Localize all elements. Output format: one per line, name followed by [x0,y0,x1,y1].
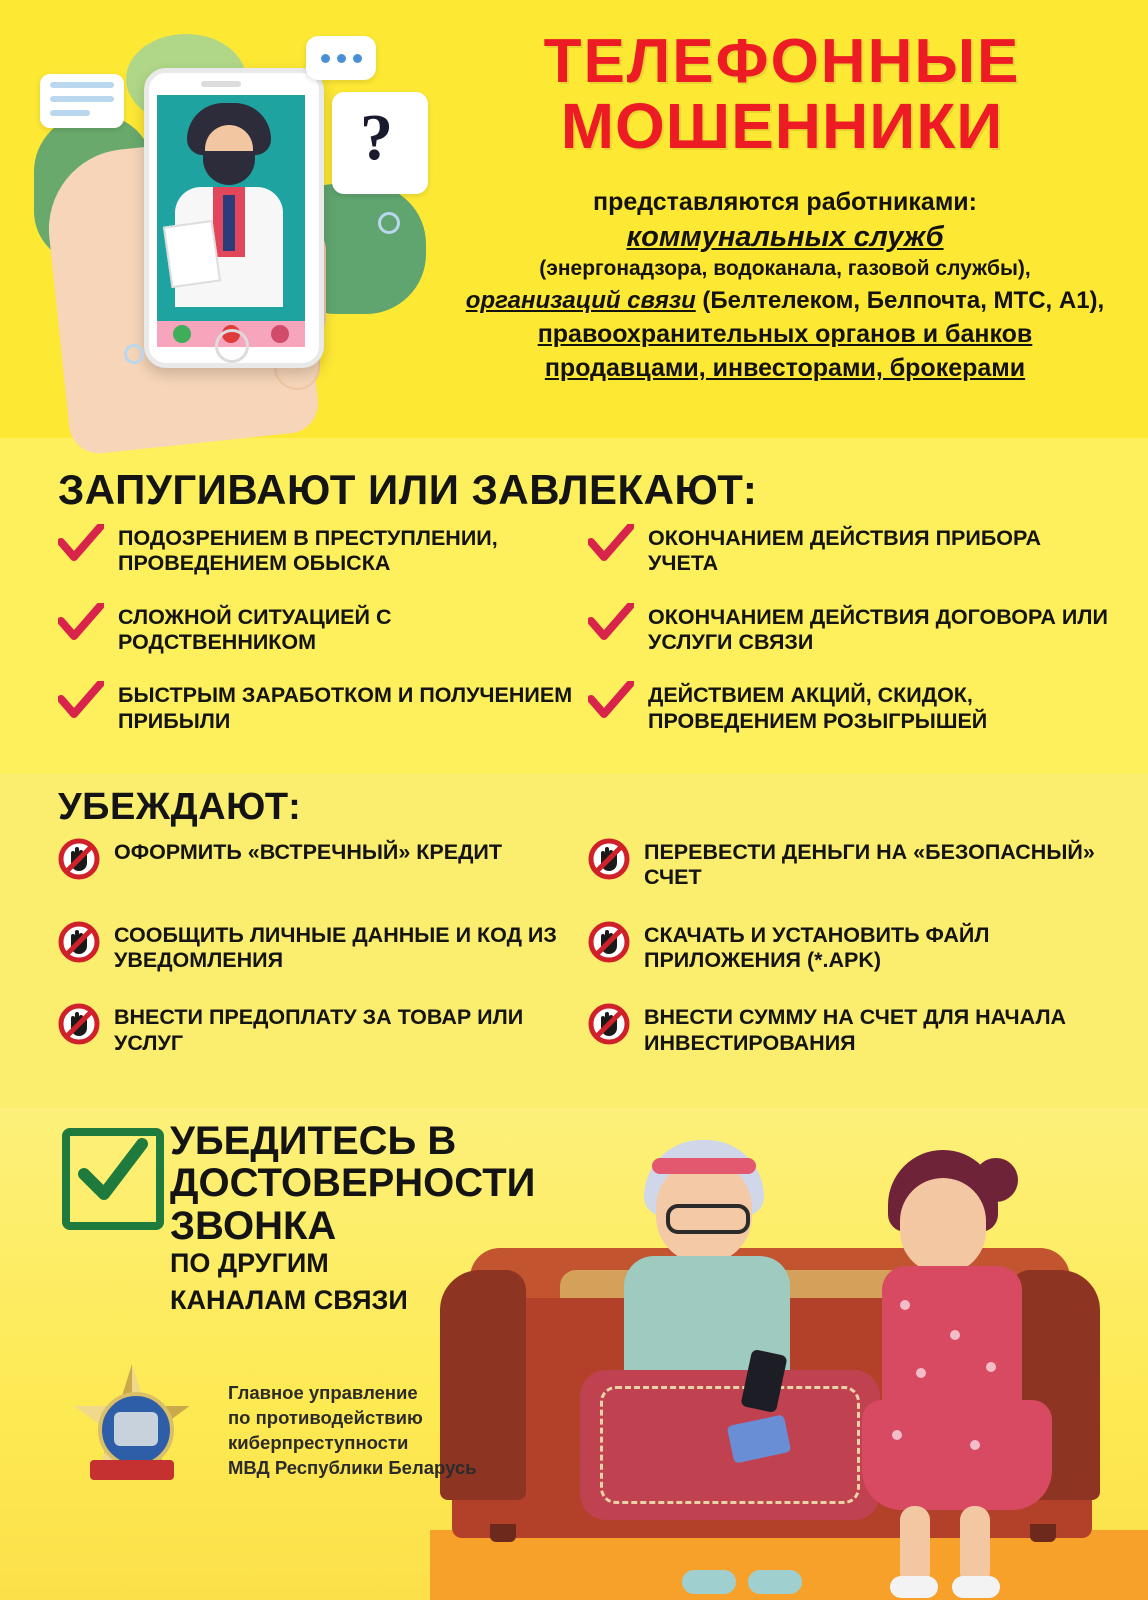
list-item [588,1003,1108,1056]
emblem-disc [98,1392,174,1468]
girl-dress-top [882,1266,1022,1416]
no-hand-prohibition-icon [588,838,630,880]
list-item-label: СЛОЖНОЙ СИТУАЦИЕЙ С РОДСТВЕННИКОМ [118,604,392,655]
dress-pattern-dot [986,1362,996,1372]
question-bubble-icon: ? [332,92,428,194]
check-icon [58,681,104,721]
title-line-1: ТЕЛЕФОННЫЕ [543,27,1021,96]
check-icon [58,524,104,564]
girl-hair-bun [974,1158,1018,1202]
intro-line-4-rest: (Белтелеком, Белпочта, МТС, А1), [695,287,1105,314]
dress-pattern-dot [892,1430,902,1440]
no-hand-prohibition-icon [58,921,100,963]
list-item-label: БЫСТРЫМ ЗАРАБОТКОМ И ПОЛУЧЕНИЕМ ПРИБЫЛИ [118,683,573,733]
decorative-ring [378,212,400,234]
intro-line-4-underlined: организаций связи [465,287,696,314]
dress-pattern-dot [970,1440,980,1450]
verify-title: УБЕДИТЕСЬ В ДОСТОВЕРНОСТИ ЗВОНКА [170,1119,536,1248]
intro-line-3: (энергонадзора, водоканала, газовой службы), [539,257,1031,280]
list-item-label: ПОДОЗРЕНИЕМ В ПРЕСТУПЛЕНИИ, ПРОВЕДЕНИЕМ ОБЫСКА [118,526,498,576]
list-item [588,524,1108,577]
list-item [58,681,578,734]
list-item-label: ВНЕСТИ СУММУ НА СЧЕТ ДЛЯ НАЧАЛА ИНВЕСТИРОВАНИЯ [644,1005,1067,1055]
check-icon [58,603,104,643]
phone-in-hand-illustration [26,14,446,444]
title-line-2: МОШЕННИКИ [560,89,1004,162]
footer-line-4: МВД Республики Беларусь [228,1457,477,1479]
dress-pattern-dot [916,1368,926,1378]
message-bubble-icon [40,74,124,128]
intro-line-1: представляются работниками: [592,188,978,216]
no-hand-prohibition-icon [58,1003,100,1045]
intro-line-4 [440,287,1130,315]
no-hand-prohibition-icon [588,1003,630,1045]
girl-shoe [890,1576,938,1598]
list-item [58,921,578,974]
poster-title [452,27,1112,162]
phone-screen [157,95,305,321]
list-item-label: ОФОРМИТЬ «ВСТРЕЧНЫЙ» КРЕДИТ [114,840,503,864]
scare-list [58,524,1108,734]
intro-line-5: правоохранительных органов и банков [537,320,1033,348]
list-item [58,524,578,577]
no-hand-prohibition-icon [58,838,100,880]
slipper [748,1570,802,1594]
smartphone-graphic [144,68,324,368]
footer-line-3: киберпреступности [228,1432,409,1454]
phone-speaker-icon [201,81,241,87]
grandmother-and-girl-illustration [430,1100,1148,1600]
eyeglasses-icon [666,1204,750,1234]
verify-checkbox-icon [62,1128,164,1230]
dress-pattern-dot [900,1300,910,1310]
list-item [588,921,1108,974]
verify-subtitle-1: ПО ДРУГИМ [170,1248,329,1278]
emblem-ribbon [90,1460,174,1480]
no-hand-prohibition-icon [588,921,630,963]
girl-leg [960,1506,990,1586]
footer-line-2: по противодействию [228,1407,423,1429]
list-item [58,603,578,656]
couch-leg [1030,1524,1056,1542]
convince-list [58,838,1108,1056]
list-item [588,681,1108,734]
list-item-label: ВНЕСТИ ПРЕДОПЛАТУ ЗА ТОВАР ИЛИ УСЛУГ [114,1005,524,1055]
girl-head [900,1178,986,1274]
list-item [588,838,1108,891]
decorative-ring [124,344,144,364]
footer-organization [228,1380,628,1481]
list-item [58,838,578,891]
home-button-icon [215,329,249,363]
list-item-label: ДЕЙСТВИЕМ АКЦИЙ, СКИДОК, ПРОВЕДЕНИЕМ РОЗЫГРЫШЕЙ [648,683,988,733]
list-item [588,603,1108,656]
list-item-label: СКАЧАТЬ И УСТАНОВИТЬ ФАЙЛ ПРИЛОЖЕНИЯ (*.APK) [644,922,990,973]
grandmother-headband [652,1158,756,1174]
slipper [682,1570,736,1594]
footer-line-1: Главное управление [228,1382,418,1403]
check-icon [588,681,634,721]
girl-leg [900,1506,930,1586]
typing-bubble-icon [306,36,376,80]
caller-tie [223,195,235,251]
check-icon [588,524,634,564]
list-item-label: ОКОНЧАНИЕМ ДЕЙСТВИЯ ПРИБОРА УЧЕТА [648,526,1041,576]
list-item-label: СООБЩИТЬ ЛИЧНЫЕ ДАННЫЕ И КОД ИЗ УВЕДОМЛЕНИЯ [114,922,557,973]
intro-line-2: коммунальных служб [626,221,944,253]
couch-leg [490,1524,516,1542]
list-item-label: ПЕРЕВЕСТИ ДЕНЬГИ НА «БЕЗОПАСНЫЙ» СЧЕТ [644,840,1095,890]
convince-heading: УБЕЖДАЮТ: [58,786,302,828]
girl-dress-skirt [862,1400,1052,1510]
intro-block [440,188,1130,383]
girl-shoe [952,1576,1000,1598]
verify-subtitle-2: КАНАЛАМ СВЯЗИ [170,1285,408,1315]
caller-beard [203,151,255,185]
dress-pattern-dot [950,1330,960,1340]
list-item-label: ОКОНЧАНИЕМ ДЕЙСТВИЯ ДОГОВОРА ИЛИ УСЛУГИ СВЯЗИ [648,604,1108,655]
list-item [58,1003,578,1056]
intro-line-6: продавцами, инвесторами, брокерами [544,354,1026,382]
microphone-icon [173,325,191,343]
scare-heading: ЗАПУГИВАЮТ ИЛИ ЗАВЛЕКАЮТ: [58,466,758,513]
video-icon [271,325,289,343]
check-icon [588,603,634,643]
ministry-emblem-icon [72,1364,192,1494]
clipboard-icon [163,220,221,288]
